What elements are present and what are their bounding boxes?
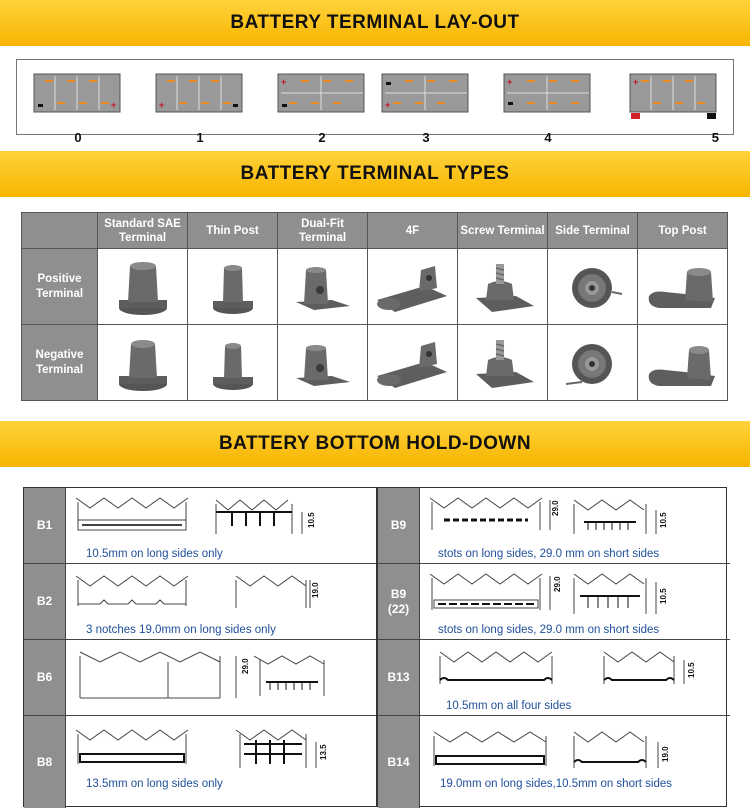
svg-text:10.5: 10.5 [659,512,668,528]
battery-layout-4-icon [503,72,593,114]
svg-text:10.5: 10.5 [307,512,316,528]
column-header: Screw Terminal [458,213,548,249]
holddown-row-b13 [378,640,730,716]
holddown-b9-drawing-icon [424,490,724,544]
thin-post-negative-icon [208,332,258,394]
4f-terminal-positive-icon [373,256,453,318]
table-cell [98,249,188,325]
column-header: Standard SAE Terminal [98,213,188,249]
svg-text:+: + [281,77,287,87]
svg-text:10.5: 10.5 [659,588,668,604]
row-label: Negative Terminal [22,325,98,401]
holddown-code: B14 [378,716,420,808]
holddown-caption: 13.5mm on long sides only [86,778,223,790]
holddown-code: B13 [378,640,420,715]
holddown-title: BATTERY BOTTOM HOLD-DOWN [218,433,532,454]
table-cell [188,249,278,325]
table-cell [458,249,548,325]
layout-item-4 [503,72,593,145]
layout-item-2 [277,72,367,145]
holddown-banner [0,421,750,467]
layout-number: 5 [711,130,719,145]
table-cell [638,249,728,325]
holddown-b6-drawing-icon [70,642,370,712]
layout-panel [16,59,734,145]
holddown-row-b9 [378,488,730,564]
types-banner [0,151,750,197]
column-header: Thin Post [188,213,278,249]
battery-layout-0-icon [33,72,123,114]
holddown-row-b9-22 [378,564,730,640]
screw-terminal-positive-icon [468,256,538,318]
table-cell [638,325,728,401]
layout-item-0 [33,72,123,145]
sae-terminal-positive-icon [113,256,173,318]
svg-text:+: + [111,100,117,110]
holddown-code: B1 [24,488,66,563]
table-cell [278,249,368,325]
holddown-panel [23,487,727,807]
svg-text:+: + [385,100,391,110]
holddown-caption: 3 notches 19.0mm on long sides only [86,624,276,636]
holddown-caption: 19.0mm on long sides,10.5mm on short sides [440,778,673,790]
layout-title: BATTERY TERMINAL LAY-OUT [230,12,520,33]
table-cell [278,325,368,401]
svg-text:19.0: 19.0 [311,582,320,598]
layout-item-3 [381,72,471,145]
svg-text:13.5: 13.5 [319,744,328,760]
layout-number: 2 [318,130,326,145]
holddown-b1-drawing-icon [70,490,370,544]
holddown-code: B9 (22) [378,564,420,639]
holddown-b14-drawing-icon [424,718,724,782]
side-terminal-negative-icon [562,332,624,394]
svg-text:+: + [159,100,165,110]
battery-layout-3-icon [381,72,471,114]
table-cell [548,325,638,401]
holddown-row-b8 [24,716,376,808]
layout-number: 3 [422,130,430,145]
holddown-caption: 10.5mm on all four sides [446,700,572,712]
table-cell [458,325,548,401]
top-post-negative-icon [645,332,721,394]
holddown-code: B2 [24,564,66,639]
table-cell [98,325,188,401]
holddown-caption: 10.5mm on long sides only [86,548,223,560]
svg-text:+: + [507,77,513,87]
column-header: 4F [368,213,458,249]
holddown-code: B6 [24,640,66,715]
holddown-b2-drawing-icon [70,566,370,620]
column-header: Side Terminal [548,213,638,249]
dual-fit-positive-icon [292,256,354,318]
column-header: Top Post [638,213,728,249]
layout-number: 0 [74,130,82,145]
sae-terminal-negative-icon [113,332,173,394]
svg-text:+: + [633,77,639,87]
table-cell [368,249,458,325]
svg-text:29.0: 29.0 [241,658,250,674]
4f-terminal-negative-icon [373,332,453,394]
terminal-types-table [21,212,728,401]
thin-post-positive-icon [208,256,258,318]
battery-layout-1-icon [155,72,245,114]
table-corner [22,213,98,249]
holddown-row-b6 [24,640,376,716]
layout-number: 1 [196,130,204,145]
holddown-row-b14 [378,716,730,808]
svg-text:10.5: 10.5 [687,662,696,678]
holddown-b13-drawing-icon [424,642,724,696]
layout-item-5 [629,72,719,145]
holddown-b8-drawing-icon [70,718,370,784]
svg-text:29.0: 29.0 [553,576,562,592]
battery-layout-2-icon [277,72,367,114]
layout-number: 4 [544,130,552,145]
holddown-caption: stots on long sides, 29.0 mm on short sides [438,548,660,560]
holddown-code: B8 [24,716,66,808]
holddown-b9-22-drawing-icon [424,566,724,624]
table-cell [188,325,278,401]
holddown-row-b1 [24,488,376,564]
table-cell [548,249,638,325]
side-terminal-positive-icon [562,256,624,318]
table-cell [368,325,458,401]
holddown-caption: stots on long sides, 29.0 mm on short sides [438,624,660,636]
layout-item-1 [155,72,245,145]
holddown-row-b2 [24,564,376,640]
dual-fit-negative-icon [292,332,354,394]
layout-banner [0,0,750,46]
svg-text:29.0: 29.0 [551,500,560,516]
svg-text:19.0: 19.0 [661,746,670,762]
row-label: Positive Terminal [22,249,98,325]
holddown-code: B9 [378,488,420,563]
column-header: Dual-Fit Terminal [278,213,368,249]
screw-terminal-negative-icon [468,332,538,394]
types-title: BATTERY TERMINAL TYPES [240,163,510,184]
top-post-positive-icon [645,256,721,318]
battery-layout-5-icon [629,72,719,120]
